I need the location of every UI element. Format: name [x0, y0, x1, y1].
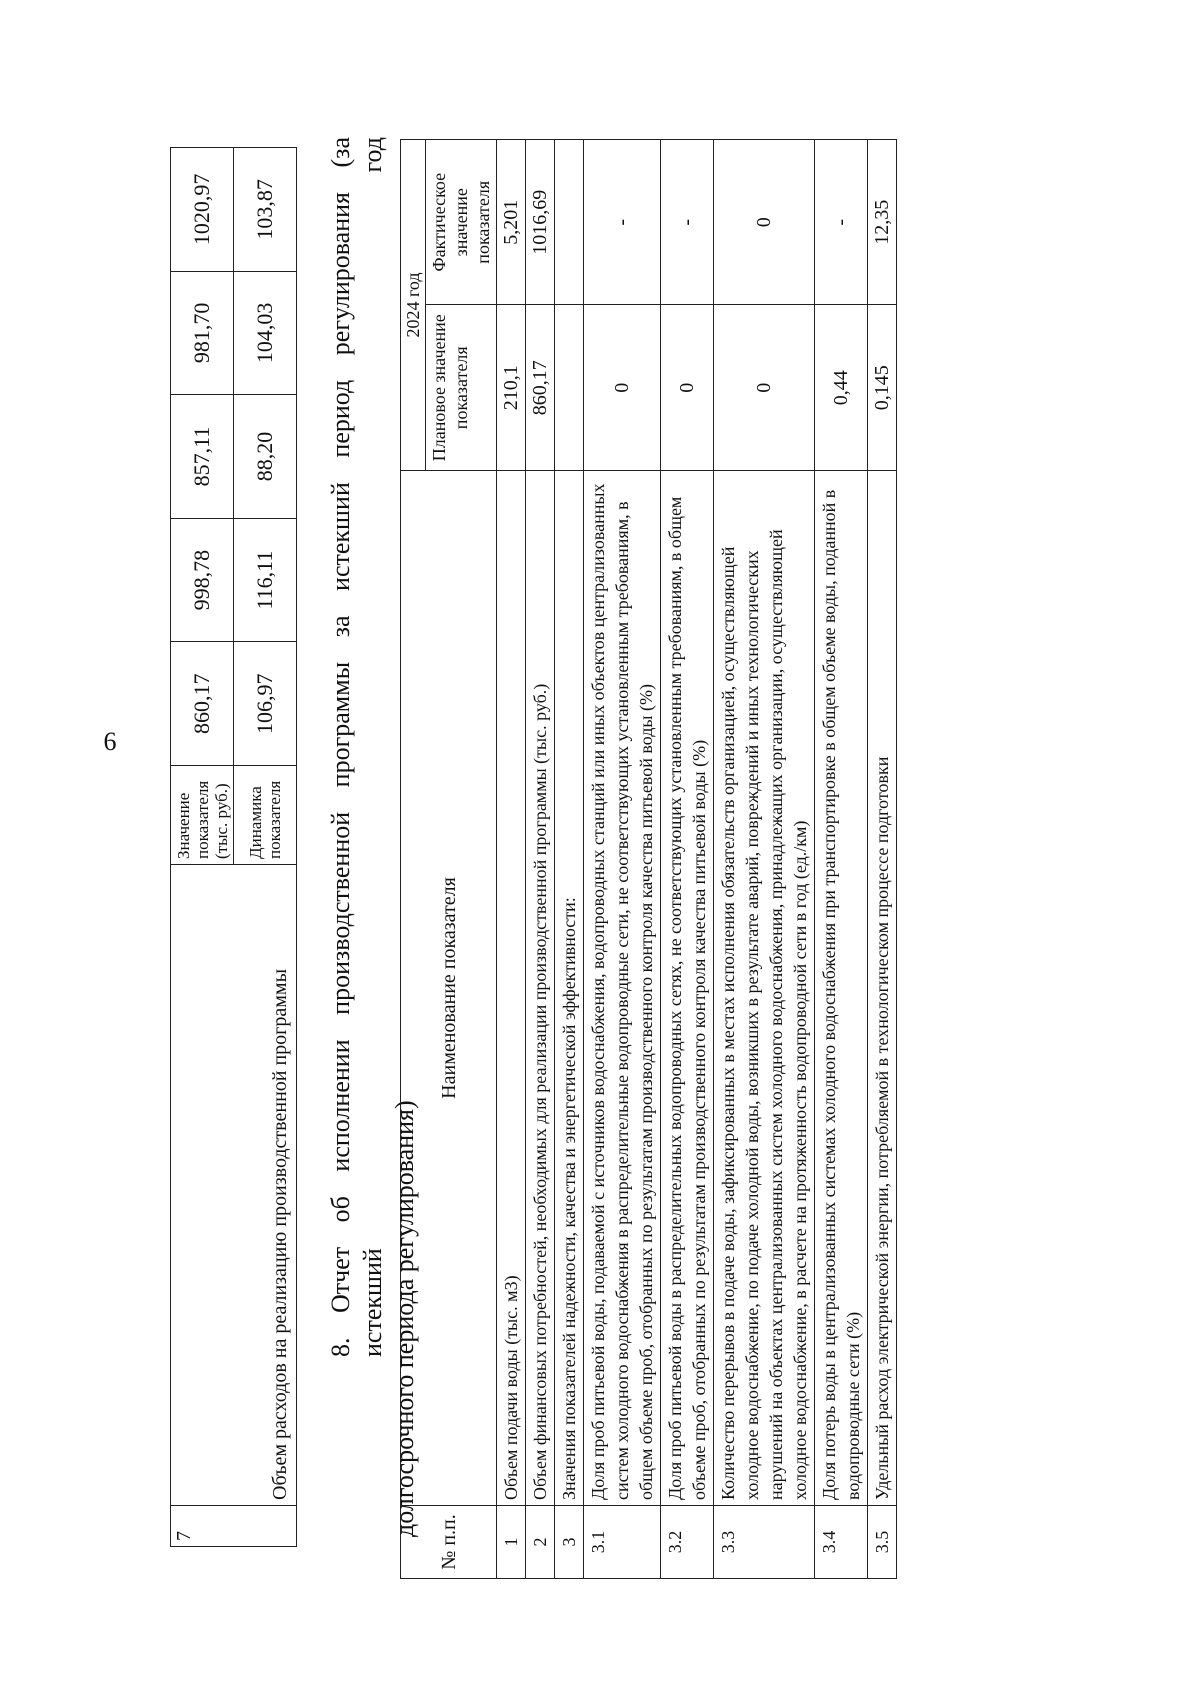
row-plan: 0,145 — [868, 305, 897, 471]
row-num: 2 — [526, 1506, 555, 1579]
row-num: 3.2 — [661, 1506, 714, 1579]
row-num: 3.4 — [815, 1506, 868, 1579]
header-plan: Плановое значение показателя — [426, 305, 497, 471]
expense-value-cell: 860,17 — [171, 642, 234, 766]
expense-row-number: 7 — [171, 1506, 297, 1547]
row-plan: 0 — [661, 305, 714, 471]
row-num: 3.1 — [584, 1506, 661, 1579]
report-header-row — [401, 140, 426, 1579]
header-fact: Фактическое значение показателя — [426, 140, 497, 306]
row-plan: 860,17 — [526, 305, 555, 471]
row-plan — [555, 305, 584, 471]
row-plan: 0 — [584, 305, 661, 471]
row-name: Удельный расход электрической энергии, потребляемой в технологическом процессе подготовки — [868, 471, 897, 1506]
expense-label-dynamics: Динамика показателя — [234, 766, 297, 865]
expense-value-cell: 998,78 — [171, 518, 234, 642]
row-fact: - — [815, 140, 868, 306]
row-plan: 210,1 — [497, 305, 526, 471]
row-fact: 0 — [714, 140, 815, 306]
row-num: 3.3 — [714, 1506, 815, 1579]
table-row — [815, 140, 868, 1579]
section-heading-line2: долгосрочного периода регулирования) — [390, 1100, 419, 1537]
expense-dynamics-cell: 106,97 — [234, 642, 297, 766]
expense-dynamics-cell: 116,11 — [234, 518, 297, 642]
page-number: 6 — [103, 727, 117, 756]
row-name: Значения показателей надежности, качества и энергетической эффективности: — [555, 471, 584, 1506]
row-num: 3.5 — [868, 1506, 897, 1579]
expense-value-cell: 1020,97 — [171, 148, 234, 272]
row-num: 3 — [555, 1506, 584, 1579]
expense-value-cell: 857,11 — [171, 395, 234, 519]
header-name: Наименование показателя — [401, 471, 497, 1506]
expense-dynamics-cell: 103,87 — [234, 148, 297, 272]
table-row — [526, 140, 555, 1579]
row-fact: - — [584, 140, 661, 306]
table-row — [497, 140, 526, 1579]
header-num: № п.п. — [401, 1506, 497, 1579]
row-name: Количество перерывов в подаче воды, зафиксированных в местах исполнения обязательств организацией, осуществляющей холодное водоснабжение, по подаче холодной воды, возникших в результате аварий, повреждений и иных технологических нарушений на объектах централизованных систем холодного водоснабжения, принадлежащих организации, осуществляющей холодное водоснабжение, в расчете на протяженность водопроводной сети в год (ед./км) — [714, 471, 815, 1506]
row-fact: 5,201 — [497, 140, 526, 306]
table-row — [868, 140, 897, 1579]
table-row — [555, 140, 584, 1579]
row-name: Доля потерь воды в централизованных системах холодного водоснабжения при транспортировке в общем объеме воды, поданной в водопроводные сети (%) — [815, 471, 868, 1506]
expense-value-cell: 981,70 — [171, 271, 234, 395]
expense-label-value: Значение показателя (тыс. руб.) — [171, 766, 234, 865]
row-fact — [555, 140, 584, 306]
header-year: 2024 год — [401, 140, 426, 471]
row-name: Объем подачи воды (тыс. м3) — [497, 471, 526, 1506]
section-heading-line1: 8. Отчет об исполнении производственной программы за истекший период регулирования (за истекший год — [326, 137, 387, 1357]
row-fact: 1016,69 — [526, 140, 555, 306]
row-name: Доля проб питьевой воды в распределительных водопроводных сетях, не соответствующих установленным требованиям, в общем объеме проб, отобранных по результатам производственного контроля качества питьевой воды (%) — [661, 471, 714, 1506]
row-plan: 0,44 — [815, 305, 868, 471]
row-name: Объем финансовых потребностей, необходимых для реализации производственной программы (тыс. руб.) — [526, 471, 555, 1506]
expense-dynamics-cell: 88,20 — [234, 395, 297, 519]
row-name: Доля проб питьевой воды, подаваемой с источников водоснабжения, водопроводных станций или иных объектов централизованных систем холодного водоснабжения в распределительные водопроводные сети, не соответствующих установленным требованиям, в общем объеме проб, отобранных по результатам производственного контроля качества питьевой воды (%) — [584, 471, 661, 1506]
table-row — [661, 140, 714, 1579]
table-row — [584, 140, 661, 1579]
report-table — [400, 139, 897, 1579]
row-plan: 0 — [714, 305, 815, 471]
row-fact: 12,35 — [868, 140, 897, 306]
expense-dynamics-cell: 104,03 — [234, 271, 297, 395]
row-fact: - — [661, 140, 714, 306]
expense-table — [170, 147, 297, 1547]
expense-row-values — [171, 148, 234, 1547]
table-row — [714, 140, 815, 1579]
row-num: 1 — [497, 1506, 526, 1579]
expense-row-name: Объем расходов на реализацию производственной программы — [171, 865, 297, 1506]
